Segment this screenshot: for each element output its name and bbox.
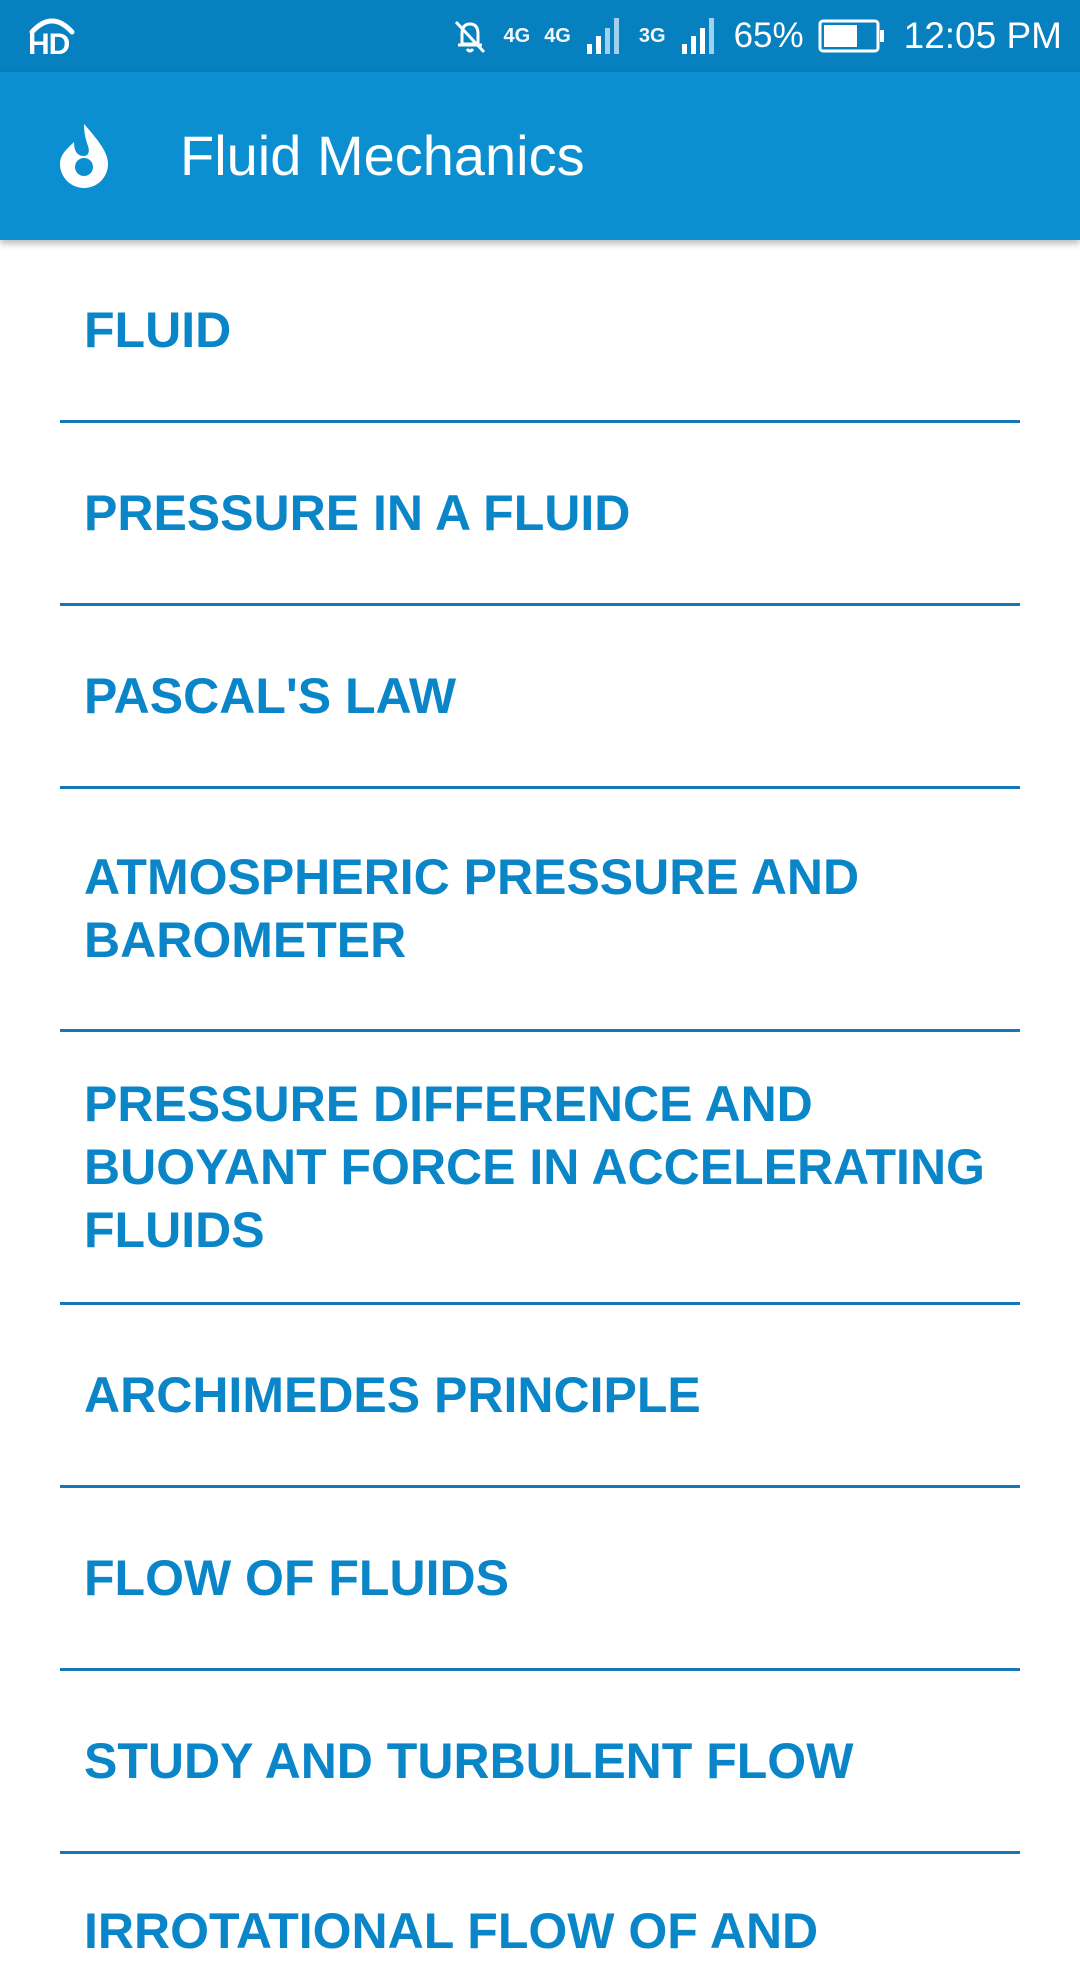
topic-item-pressure-difference[interactable]: PRESSURE DIFFERENCE AND BUOYANT FORCE IN ACCELERATING FLUIDS — [60, 1032, 1020, 1305]
status-bar — [0, 0, 1080, 72]
topic-item-fluid[interactable]: FLUID — [60, 240, 1020, 423]
network-type-label-3: 3G — [638, 24, 666, 47]
signal-strength-icon-2 — [680, 16, 720, 56]
topic-item-pascals-law[interactable]: PASCAL'S LAW — [60, 606, 1020, 789]
network-type-label-2: 4G — [544, 24, 571, 47]
hd-label: HD — [28, 28, 70, 61]
topic-item-irrotational-flow[interactable]: IRROTATIONAL FLOW OF AND — [84, 1903, 819, 1959]
status-icons — [450, 0, 1063, 72]
topic-item-study-and-turbulent-flow[interactable]: STUDY AND TURBULENT FLOW — [60, 1671, 1020, 1854]
topic-item-pressure-in-a-fluid[interactable]: PRESSURE IN A FLUID — [60, 423, 1020, 606]
topic-item-atmospheric-pressure[interactable]: ATMOSPHERIC PRESSURE AND BAROMETER — [60, 789, 1020, 1032]
topic-list — [0, 240, 1080, 1974]
clock: 12:05 PM — [903, 15, 1062, 56]
page-title: Fluid Mechanics — [180, 124, 585, 187]
battery-icon — [818, 18, 886, 54]
battery-percent: 65% — [733, 16, 804, 55]
notifications-off-icon — [450, 16, 490, 56]
topic-item-flow-of-fluids[interactable]: FLOW OF FLUIDS — [60, 1488, 1020, 1671]
network-type-label: 4G — [503, 24, 531, 47]
flame-drop-icon — [58, 122, 110, 188]
app-bar — [0, 72, 1080, 240]
topic-item-archimedes-principle[interactable]: ARCHIMEDES PRINCIPLE — [60, 1305, 1020, 1488]
signal-strength-icon — [585, 16, 625, 56]
